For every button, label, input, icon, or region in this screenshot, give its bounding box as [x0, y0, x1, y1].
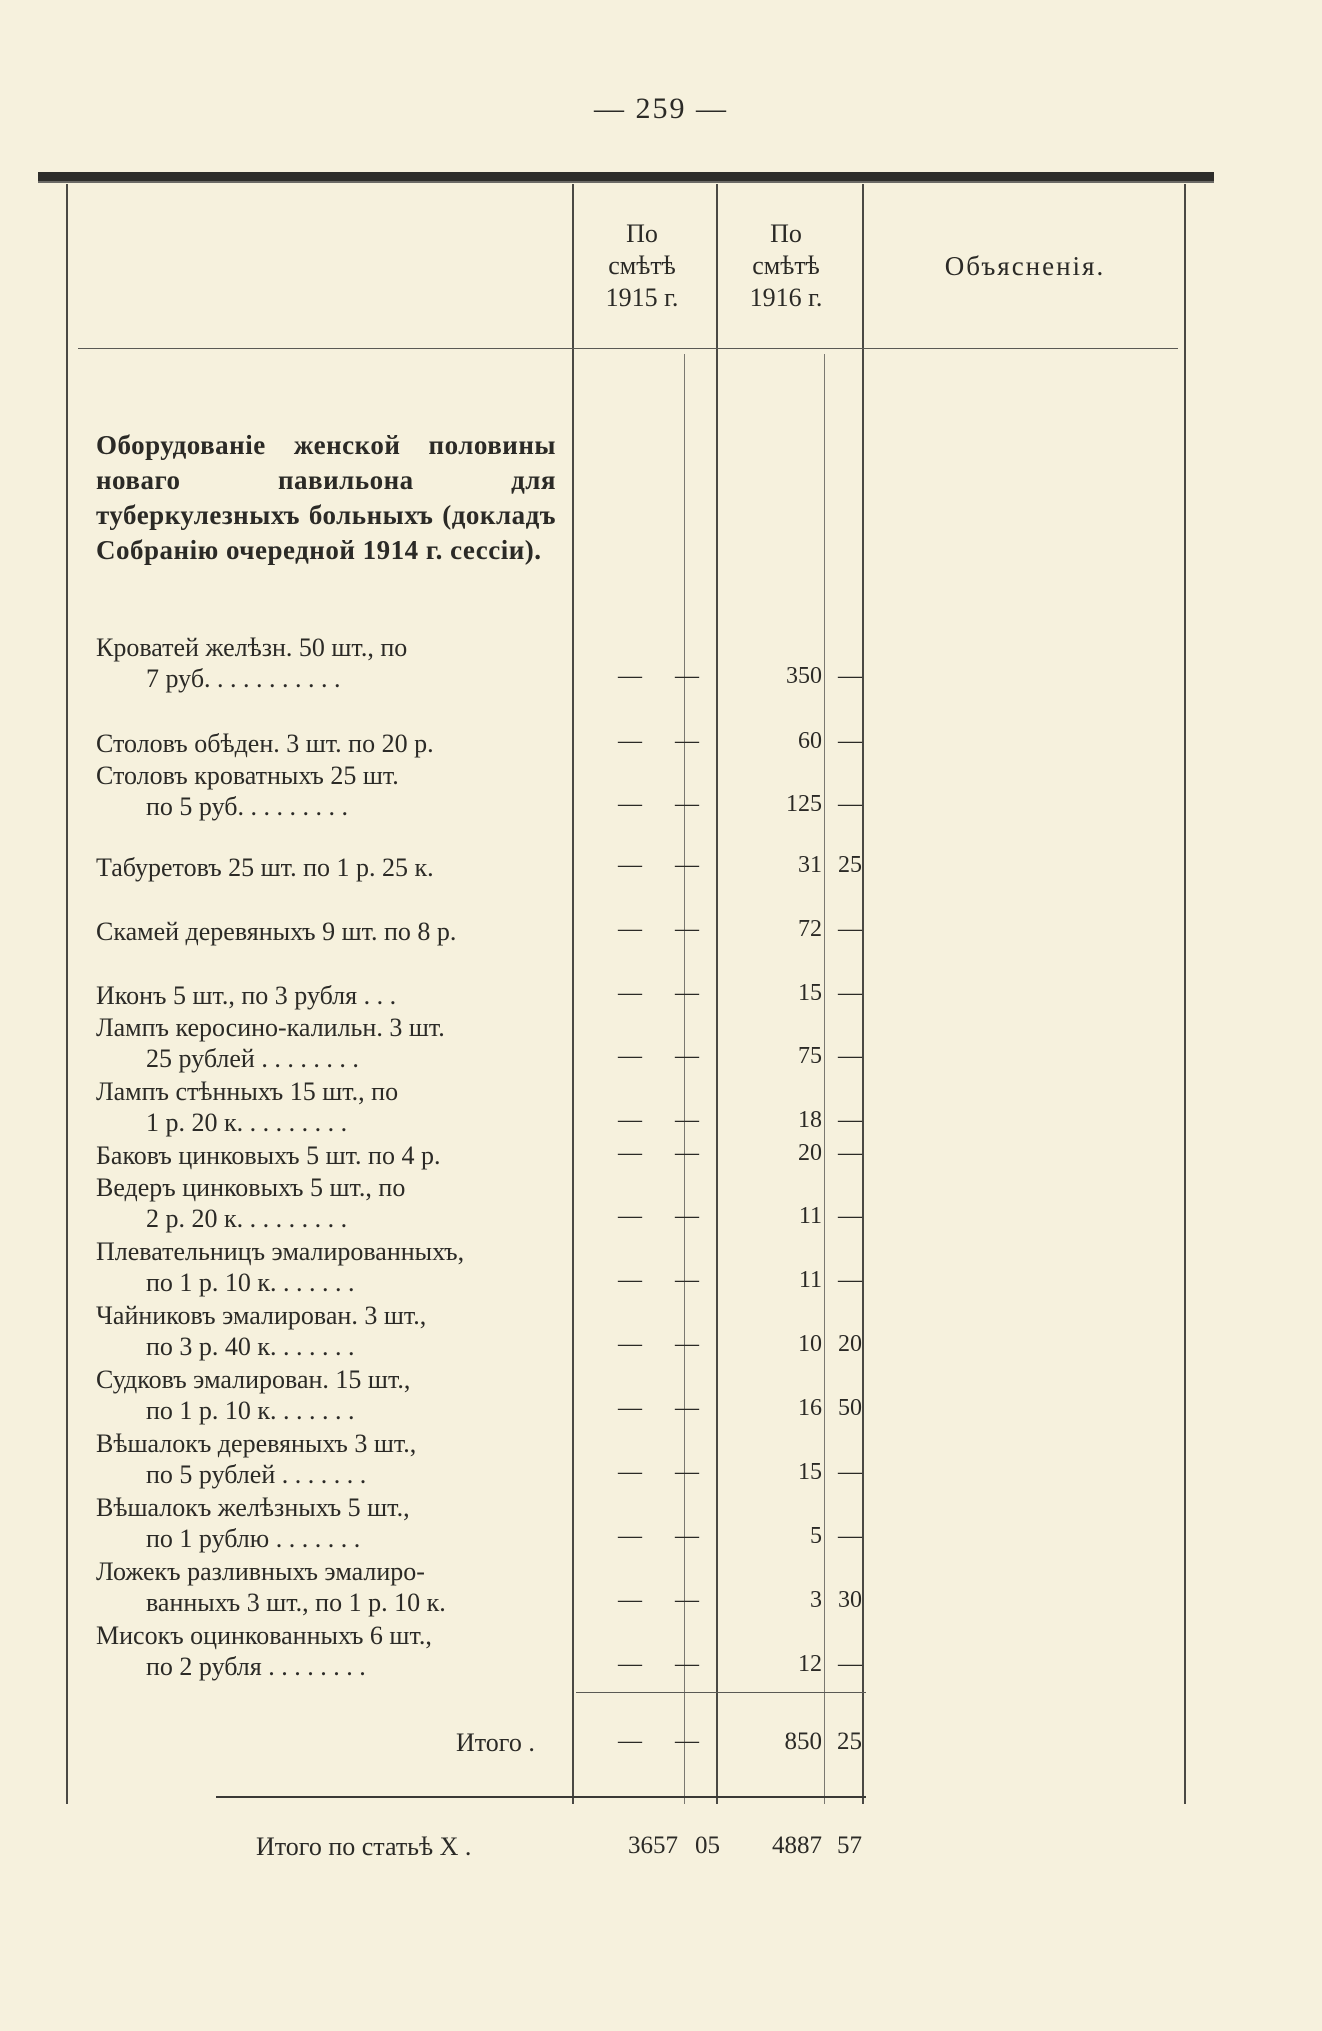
item-description: Лампъ керосино-калильн. 3 шт.	[96, 1013, 445, 1042]
cell-1916-rub: 15	[798, 1459, 822, 1485]
total-rule	[216, 1796, 866, 1798]
header-1915-line2: смѣтѣ	[608, 251, 676, 280]
item-description: Скамей деревяныхъ 9 шт. по 8 р.	[96, 917, 457, 946]
cell-1916-rub: 3	[810, 1587, 822, 1613]
cell-1916-kop: —	[838, 1140, 862, 1166]
cell-1915-kop: —	[675, 1587, 699, 1613]
item-description: Баковъ цинковыхъ 5 шт. по 4 р.	[96, 1141, 441, 1170]
header-1915-line1: По	[626, 219, 658, 248]
header-rule	[78, 348, 1178, 349]
cell-1915: —	[618, 1107, 642, 1133]
cell-1915-kop: —	[675, 1651, 699, 1677]
table-row	[96, 1012, 566, 1074]
item-description: Вѣшалокъ деревяныхъ 3 шт.,	[96, 1429, 417, 1458]
cell-1915: —	[618, 1523, 642, 1549]
kop-divider-1916	[824, 354, 825, 1804]
table-row	[96, 1076, 566, 1138]
item-description-cont: 7 руб. . . . . . . . . . .	[146, 664, 341, 693]
subtotal-1916-kop: 25	[837, 1728, 862, 1755]
header-1916	[716, 218, 856, 314]
header-1915	[572, 218, 712, 314]
cell-1915: —	[618, 1331, 642, 1357]
grand-total-1916-rub: 4887	[772, 1832, 822, 1859]
header-1916-line2: смѣтѣ	[752, 251, 820, 280]
cell-1916-kop: —	[838, 916, 862, 942]
item-description-cont: по 1 р. 10 к. . . . . . .	[146, 1268, 355, 1297]
cell-1916-kop: —	[838, 1107, 862, 1133]
cell-1916-kop: 50	[838, 1395, 862, 1421]
cell-1916-rub: 11	[798, 1267, 822, 1293]
cell-1916-kop: 30	[838, 1587, 862, 1613]
item-description-cont: 2 р. 20 к. . . . . . . . .	[146, 1204, 348, 1233]
item-description-cont: по 5 рублей . . . . . . .	[146, 1460, 367, 1489]
table-row	[96, 916, 566, 947]
section-title: Оборудованіе женской половины новаго павильона для туберкулезныхъ больныхъ (докладъ Собранію очередной 1914 г. сессіи).	[96, 430, 556, 565]
table-row	[96, 632, 566, 694]
item-description: Кроватей желѣзн. 50 шт., по	[96, 633, 408, 662]
item-description-cont: по 3 р. 40 к. . . . . . .	[146, 1332, 355, 1361]
table-row	[96, 728, 566, 759]
cell-1915: —	[618, 1459, 642, 1485]
item-description: Мисокъ оцинкованныхъ 6 шт.,	[96, 1621, 432, 1650]
table-row	[96, 1428, 566, 1490]
cell-1915-kop: —	[675, 1459, 699, 1485]
cell-1916-kop: —	[838, 663, 862, 689]
cell-1916-kop: —	[838, 1043, 862, 1069]
subtotal-1916-rub: 850	[784, 1728, 822, 1755]
cell-1915: —	[618, 1587, 642, 1613]
item-description: Столовъ обѣден. 3 шт. по 20 р.	[96, 729, 434, 758]
cell-1915: —	[618, 791, 642, 817]
table-row	[96, 852, 566, 883]
item-description: Чайниковъ эмалирован. 3 шт.,	[96, 1301, 427, 1330]
table-row	[96, 760, 566, 822]
cell-1915-kop: —	[675, 1203, 699, 1229]
table-row	[96, 1620, 566, 1682]
table-row	[96, 1172, 566, 1234]
page-number: — 259 —	[594, 92, 728, 125]
cell-1916-kop: 20	[838, 1331, 862, 1357]
cell-1915-kop: —	[675, 1523, 699, 1549]
cell-1915: —	[618, 980, 642, 1006]
cell-1915-kop: —	[675, 1395, 699, 1421]
subtotal-label: Итого .	[456, 1728, 535, 1757]
table-row	[96, 1236, 566, 1298]
item-description-cont: по 1 рублю . . . . . . .	[146, 1524, 361, 1553]
cell-1916-rub: 18	[798, 1107, 822, 1133]
cell-1916-rub: 11	[798, 1203, 822, 1229]
cell-1915-kop: —	[675, 728, 699, 754]
cell-1916-rub: 15	[798, 980, 822, 1006]
col-divider-1916	[716, 184, 718, 1804]
table-row	[96, 1300, 566, 1362]
col-divider-1915	[572, 184, 574, 1804]
item-description: Иконъ 5 шт., по 3 рубля . . .	[96, 981, 397, 1010]
cell-1915-kop: —	[675, 791, 699, 817]
item-description: Табуретовъ 25 шт. по 1 р. 25 к.	[96, 853, 434, 882]
cell-1916-rub: 350	[786, 663, 822, 689]
subtotal-1915: —	[618, 1728, 642, 1754]
cell-1915: —	[618, 916, 642, 942]
item-description-cont: по 2 рубля . . . . . . . .	[146, 1652, 366, 1681]
cell-1915: —	[618, 852, 642, 878]
cell-1916-rub: 75	[798, 1043, 822, 1069]
cell-1915: —	[618, 1203, 642, 1229]
col-divider-expl	[862, 184, 864, 1804]
grand-total-label: Итого по статьѣ X .	[256, 1832, 472, 1861]
cell-1916-rub: 20	[798, 1140, 822, 1166]
cell-1916-kop: —	[838, 980, 862, 1006]
cell-1916-rub: 31	[798, 852, 822, 878]
item-description-cont: 25 рублей . . . . . . . .	[146, 1044, 359, 1073]
cell-1915-kop: —	[675, 1331, 699, 1357]
cell-1916-rub: 125	[786, 791, 822, 817]
cell-1916-kop: —	[838, 1523, 862, 1549]
item-description: Столовъ кроватныхъ 25 шт.	[96, 761, 399, 790]
left-border	[66, 184, 68, 1804]
cell-1915-kop: —	[675, 916, 699, 942]
header-explanations: Объясненія.	[944, 251, 1106, 281]
cell-1916-kop: —	[838, 1267, 862, 1293]
table-row	[96, 1364, 566, 1426]
cell-1915: —	[618, 1651, 642, 1677]
cell-1916-kop: —	[838, 1651, 862, 1677]
item-description: Вѣшалокъ желѣзныхъ 5 шт.,	[96, 1493, 410, 1522]
right-border	[1184, 184, 1186, 1804]
cell-1916-kop: —	[838, 791, 862, 817]
cell-1916-rub: 60	[798, 728, 822, 754]
cell-1916-kop: 25	[838, 852, 862, 878]
item-description-cont: по 5 руб. . . . . . . . .	[146, 792, 348, 821]
header-1916-line1: По	[770, 219, 802, 248]
cell-1915: —	[618, 1140, 642, 1166]
cell-1915: —	[618, 1043, 642, 1069]
cell-1915-kop: —	[675, 663, 699, 689]
cell-1916-rub: 12	[798, 1651, 822, 1677]
cell-1916-rub: 16	[798, 1395, 822, 1421]
cell-1916-kop: —	[838, 1459, 862, 1485]
cell-1916-rub: 10	[798, 1331, 822, 1357]
item-description: Лампъ стѣнныхъ 15 шт., по	[96, 1077, 399, 1106]
grand-total-1915-kop: 05	[695, 1832, 720, 1859]
cell-1916-rub: 5	[810, 1523, 822, 1549]
table-row	[96, 980, 566, 1011]
grand-total-1915-rub: 3657	[628, 1832, 678, 1859]
item-description: Судковъ эмалирован. 15 шт.,	[96, 1365, 411, 1394]
item-description-cont: 1 р. 20 к. . . . . . . . .	[146, 1108, 348, 1137]
cell-1915-kop: —	[675, 1043, 699, 1069]
cell-1916-kop: —	[838, 728, 862, 754]
cell-1915-kop: —	[675, 1267, 699, 1293]
table-row	[96, 1140, 566, 1171]
cell-1915: —	[618, 663, 642, 689]
cell-1915-kop: —	[675, 1107, 699, 1133]
header-1915-line3: 1915 г.	[605, 283, 679, 312]
grand-total-1916-kop: 57	[837, 1832, 862, 1859]
item-description-cont: ванныхъ 3 шт., по 1 р. 10 к.	[146, 1588, 446, 1617]
subtotal-1915-kop: —	[675, 1728, 699, 1754]
item-description: Ложекъ разливныхъ эмалиро-	[96, 1557, 425, 1586]
table-row	[96, 1492, 566, 1554]
top-rule	[38, 172, 1214, 183]
cell-1915-kop: —	[675, 1140, 699, 1166]
subtotal-rule	[576, 1692, 866, 1693]
cell-1915-kop: —	[675, 852, 699, 878]
cell-1915: —	[618, 1395, 642, 1421]
cell-1915: —	[618, 728, 642, 754]
item-description: Ведеръ цинковыхъ 5 шт., по	[96, 1173, 406, 1202]
cell-1916-rub: 72	[798, 916, 822, 942]
table-row	[96, 1556, 566, 1618]
cell-1915: —	[618, 1267, 642, 1293]
item-description-cont: по 1 р. 10 к. . . . . . .	[146, 1396, 355, 1425]
header-1916-line3: 1916 г.	[749, 283, 823, 312]
cell-1916-kop: —	[838, 1203, 862, 1229]
item-description: Плевательницъ эмалированныхъ,	[96, 1237, 465, 1266]
cell-1915-kop: —	[675, 980, 699, 1006]
